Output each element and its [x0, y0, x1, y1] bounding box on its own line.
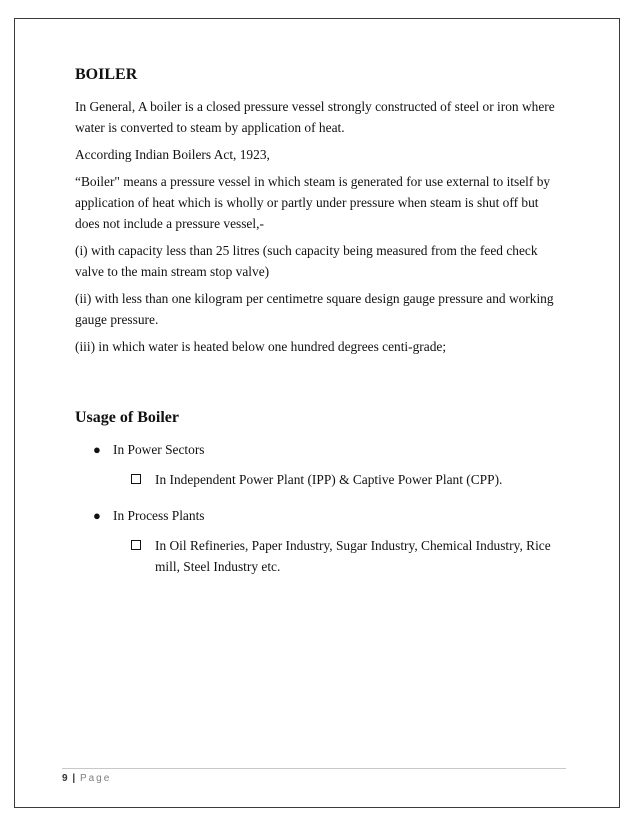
paragraph-act: According Indian Boilers Act, 1923,	[75, 147, 270, 162]
page-footer	[62, 773, 111, 784]
list-item-process-plants	[75, 505, 565, 526]
paragraph-clause-iii: (iii) in which water is heated below one hundred degrees centi-grade;	[75, 339, 447, 354]
paragraph-definition: In General, A boiler is a closed pressure vessel strongly constructed of steel or iron where water is converted to steam by application of heat.	[75, 99, 555, 135]
paragraph-clause-ii: (ii) with less than one kilogram per centimetre square design gauge pressure and working gauge pressure.	[75, 291, 554, 327]
heading-boiler: BOILER	[75, 66, 138, 83]
bullet-dot-icon: ●	[93, 442, 101, 457]
list-item-label: In Power Sectors	[113, 442, 205, 457]
page-label: Page	[79, 773, 112, 784]
paragraph-act-definition: “Boiler" means a pressure vessel in which steam is generated for use external to itself by application of heat which is wholly or partly under pressure when steam is shut off but does not include a pressure vessel,-	[75, 174, 551, 231]
sub-item-label: In Independent Power Plant (IPP) & Captive Power Plant (CPP).	[155, 472, 503, 487]
list-item-label: In Process Plants	[113, 508, 205, 523]
usage-list	[75, 439, 565, 577]
page-number: 9	[62, 773, 68, 784]
sub-item-industries	[75, 535, 565, 577]
checkbox-bullet-icon	[131, 474, 141, 484]
sub-item-label: In Oil Refineries, Paper Industry, Sugar Industry, Chemical Industry, Rice mill, Steel Industry etc.	[155, 538, 551, 574]
bullet-dot-icon: ●	[93, 508, 101, 523]
footer-divider	[62, 768, 566, 769]
document-body	[75, 66, 565, 592]
heading-usage: Usage of Boiler	[75, 409, 179, 426]
footer-separator: |	[72, 773, 76, 784]
checkbox-bullet-icon	[131, 540, 141, 550]
sub-item-power-plants	[75, 469, 565, 490]
paragraph-clause-i: (i) with capacity less than 25 litres (such capacity being measured from the feed check valve to the main stream stop valve)	[75, 243, 538, 279]
list-item-power-sectors	[75, 439, 565, 460]
